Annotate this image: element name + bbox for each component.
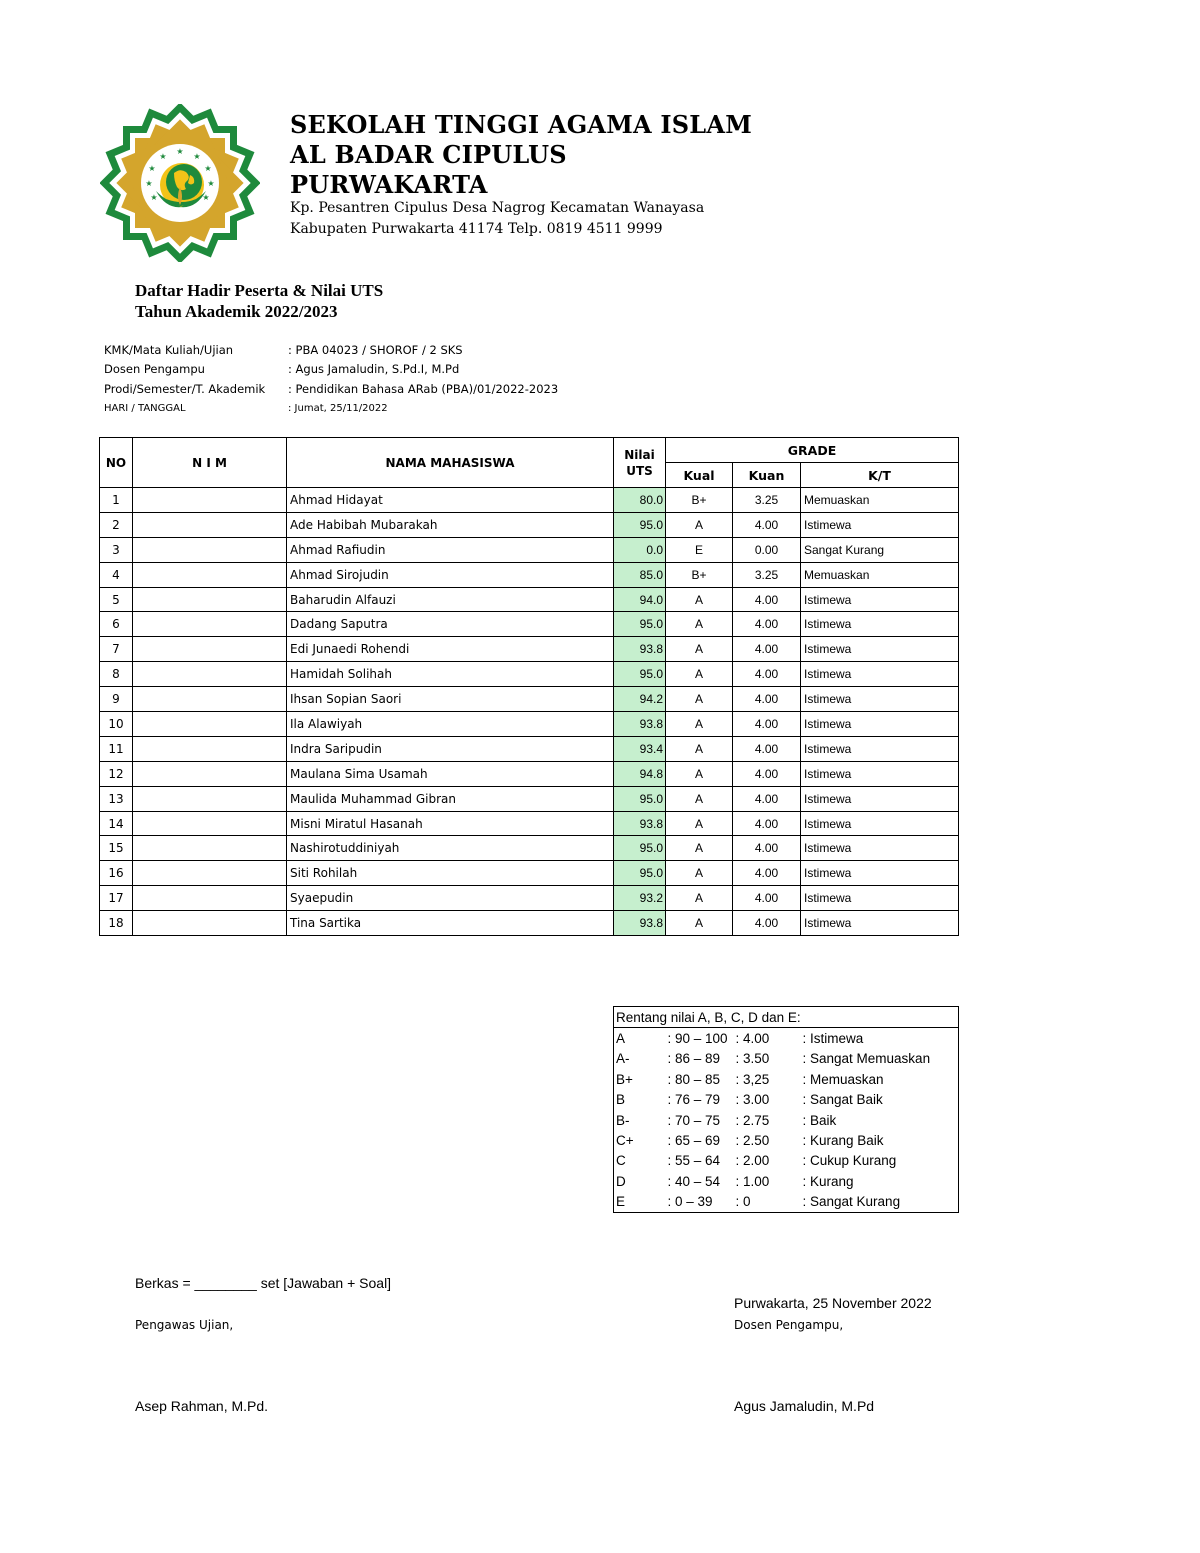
info-value-lecturer: : Agus Jamaludin, S.Pd.I, M.Pd (288, 362, 460, 376)
header-nilai-uts (614, 438, 666, 488)
place-date: Purwakarta, 25 November 2022 (734, 1295, 932, 1311)
cell-kuan: 4.00 (733, 712, 801, 737)
cell-nim (133, 488, 287, 513)
cell-nama: Ihsan Sopian Saori (287, 687, 614, 712)
institution-name-line3: PURWAKARTA (290, 170, 488, 199)
institution-logo (100, 104, 260, 262)
table-row (100, 836, 959, 861)
header-nilai-line2: UTS (626, 463, 653, 478)
cell-kual: A (666, 712, 733, 737)
legend-desc: : Sangat Kurang (802, 1194, 901, 1210)
table-row (100, 712, 959, 737)
table-row (100, 687, 959, 712)
info-value-course: : PBA 04023 / SHOROF / 2 SKS (288, 343, 463, 357)
cell-nilai: 93.8 (614, 637, 666, 662)
table-row (100, 811, 959, 836)
legend-range: : 80 – 85 (667, 1071, 721, 1087)
cell-nim (133, 662, 287, 687)
cell-kual: A (666, 512, 733, 537)
legend-range: : 65 – 69 (667, 1133, 721, 1149)
table-row (100, 861, 959, 886)
cell-nim (133, 761, 287, 786)
institution-name-line1: SEKOLAH TINGGI AGAMA ISLAM (290, 110, 752, 139)
cell-no: 11 (100, 736, 133, 761)
cell-nilai: 80.0 (614, 488, 666, 513)
table-row (100, 637, 959, 662)
cell-kual: A (666, 687, 733, 712)
cell-nim (133, 562, 287, 587)
document-title: Daftar Hadir Peserta & Nilai UTS (135, 281, 384, 300)
table-row (100, 587, 959, 612)
legend-grade: A (616, 1031, 626, 1047)
legend-desc: : Sangat Baik (802, 1092, 883, 1108)
cell-kuan: 4.00 (733, 612, 801, 637)
cell-nim (133, 612, 287, 637)
info-key-date: HARI / TANGGAL (104, 403, 186, 414)
cell-kt: Istimewa (801, 587, 959, 612)
cell-no: 1 (100, 488, 133, 513)
legend-grade: C+ (616, 1133, 634, 1149)
cell-nama: Baharudin Alfauzi (287, 587, 614, 612)
cell-kuan: 4.00 (733, 687, 801, 712)
cell-kuan: 3.25 (733, 562, 801, 587)
cell-kual: A (666, 612, 733, 637)
cell-nim (133, 512, 287, 537)
cell-kuan: 0.00 (733, 537, 801, 562)
header-nilai-line1: Nilai (624, 447, 655, 462)
cell-nim (133, 861, 287, 886)
legend-point: : 4.00 (735, 1031, 770, 1047)
cell-no: 2 (100, 512, 133, 537)
legend-row (614, 1028, 959, 1049)
cell-kual: A (666, 861, 733, 886)
cell-kt: Istimewa (801, 786, 959, 811)
cell-kual: B+ (666, 488, 733, 513)
header-kt: K/T (801, 463, 959, 488)
cell-nama: Ahmad Sirojudin (287, 562, 614, 587)
legend-desc: : Kurang (802, 1173, 854, 1189)
cell-kual: A (666, 637, 733, 662)
svg-text:★: ★ (193, 152, 201, 161)
cell-kt: Istimewa (801, 687, 959, 712)
cell-no: 8 (100, 662, 133, 687)
cell-kual: A (666, 761, 733, 786)
svg-text:★: ★ (145, 179, 153, 188)
cell-kt: Istimewa (801, 861, 959, 886)
cell-no: 15 (100, 836, 133, 861)
cell-nim (133, 712, 287, 737)
legend-range: : 70 – 75 (667, 1112, 721, 1128)
legend-desc: : Baik (802, 1112, 837, 1128)
table-row (100, 736, 959, 761)
cell-no: 16 (100, 861, 133, 886)
legend-row (614, 1049, 959, 1069)
info-value-date: : Jumat, 25/11/2022 (288, 403, 388, 414)
cell-kual: A (666, 736, 733, 761)
cell-no: 5 (100, 587, 133, 612)
cell-nim (133, 537, 287, 562)
cell-kt: Istimewa (801, 811, 959, 836)
table-row (100, 488, 959, 513)
cell-kt: Istimewa (801, 836, 959, 861)
cell-no: 12 (100, 761, 133, 786)
legend-range: : 76 – 79 (667, 1092, 721, 1108)
cell-kual: A (666, 662, 733, 687)
legend-point: : 3,25 (735, 1071, 770, 1087)
legend-row (614, 1130, 959, 1150)
svg-text:★: ★ (207, 179, 215, 188)
svg-text:★: ★ (176, 147, 184, 156)
cell-kual: E (666, 537, 733, 562)
cell-nama: Maulida Muhammad Gibran (287, 786, 614, 811)
cell-kuan: 4.00 (733, 886, 801, 911)
cell-kuan: 3.25 (733, 488, 801, 513)
cell-nilai: 95.0 (614, 836, 666, 861)
legend-range: : 86 – 89 (667, 1051, 721, 1067)
legend-desc: : Cukup Kurang (802, 1153, 897, 1169)
svg-text:★: ★ (159, 152, 167, 161)
cell-kuan: 4.00 (733, 736, 801, 761)
legend-grade: E (616, 1194, 626, 1210)
cell-nama: Hamidah Solihah (287, 662, 614, 687)
cell-nama: Ila Alawiyah (287, 712, 614, 737)
cell-nim (133, 736, 287, 761)
cell-kual: A (666, 836, 733, 861)
legend-range: : 55 – 64 (667, 1153, 721, 1169)
cell-nim (133, 886, 287, 911)
supervisor-role: Pengawas Ujian, (135, 1318, 234, 1332)
lecturer-name: Agus Jamaludin, M.Pd (734, 1398, 875, 1414)
cell-kt: Istimewa (801, 911, 959, 936)
cell-nim (133, 687, 287, 712)
header-nim: N I M (133, 438, 287, 488)
legend-title: Rentang nilai A, B, C, D dan E: (614, 1007, 959, 1028)
cell-kt: Istimewa (801, 612, 959, 637)
institution-name-line2: AL BADAR CIPULUS (290, 140, 567, 169)
cell-nama: Indra Saripudin (287, 736, 614, 761)
cell-kt: Istimewa (801, 736, 959, 761)
table-row (100, 612, 959, 637)
legend-point: : 2.75 (735, 1112, 770, 1128)
cell-nilai: 93.8 (614, 712, 666, 737)
legend-range: : 0 – 39 (667, 1194, 713, 1210)
info-key-lecturer: Dosen Pengampu (104, 362, 205, 376)
cell-kual: A (666, 811, 733, 836)
cell-kt: Memuaskan (801, 562, 959, 587)
legend-desc: : Sangat Memuaskan (802, 1051, 931, 1067)
cell-kt: Istimewa (801, 712, 959, 737)
cell-kt: Istimewa (801, 662, 959, 687)
header-kuan: Kuan (733, 463, 801, 488)
table-row (100, 537, 959, 562)
cell-nama: Siti Rohilah (287, 861, 614, 886)
attendance-grade-table (99, 437, 959, 936)
legend-grade: C (616, 1153, 626, 1169)
table-row (100, 512, 959, 537)
cell-no: 7 (100, 637, 133, 662)
legend-point: : 0 (735, 1194, 751, 1210)
cell-nama: Ahmad Rafiudin (287, 537, 614, 562)
cell-nilai: 95.0 (614, 786, 666, 811)
legend-desc: : Memuaskan (802, 1071, 884, 1087)
cell-nilai: 93.2 (614, 886, 666, 911)
legend-point: : 3.50 (735, 1051, 770, 1067)
svg-text:★: ★ (150, 193, 158, 202)
cell-nama: Syaepudin (287, 886, 614, 911)
cell-kuan: 4.00 (733, 587, 801, 612)
legend-row (614, 1069, 959, 1089)
table-row (100, 761, 959, 786)
cell-kuan: 4.00 (733, 836, 801, 861)
legend-row (614, 1110, 959, 1130)
header-kual: Kual (666, 463, 733, 488)
cell-nilai: 94.2 (614, 687, 666, 712)
legend-row (614, 1090, 959, 1110)
legend-grade: B (616, 1092, 626, 1108)
svg-text:★: ★ (148, 164, 156, 173)
cell-nama: Nashirotuddiniyah (287, 836, 614, 861)
cell-kuan: 4.00 (733, 786, 801, 811)
institution-address-line2: Kabupaten Purwakarta 41174 Telp. 0819 4511 9999 (290, 221, 663, 237)
cell-kt: Istimewa (801, 761, 959, 786)
cell-nama: Ahmad Hidayat (287, 488, 614, 513)
legend-range: : 40 – 54 (667, 1173, 721, 1189)
grade-range-legend (613, 1006, 959, 1213)
header-grade: GRADE (666, 438, 959, 463)
cell-nim (133, 587, 287, 612)
header-no: NO (100, 438, 133, 488)
cell-nilai: 94.0 (614, 587, 666, 612)
cell-nama: Tina Sartika (287, 911, 614, 936)
cell-kual: A (666, 587, 733, 612)
cell-nilai: 95.0 (614, 662, 666, 687)
svg-text:★: ★ (204, 164, 212, 173)
cell-no: 3 (100, 537, 133, 562)
legend-point: : 3.00 (735, 1092, 770, 1108)
cell-kuan: 4.00 (733, 911, 801, 936)
legend-row (614, 1171, 959, 1191)
legend-desc: : Istimewa (802, 1031, 864, 1047)
table-row (100, 786, 959, 811)
cell-nilai: 94.8 (614, 761, 666, 786)
svg-text:★: ★ (202, 193, 210, 202)
cell-nim (133, 786, 287, 811)
cell-no: 10 (100, 712, 133, 737)
cell-nama: Maulana Sima Usamah (287, 761, 614, 786)
cell-no: 17 (100, 886, 133, 911)
legend-desc: : Kurang Baik (802, 1133, 884, 1149)
cell-kt: Istimewa (801, 637, 959, 662)
institution-address-line1: Kp. Pesantren Cipulus Desa Nagrog Kecamatan Wanayasa (290, 200, 705, 216)
cell-kuan: 4.00 (733, 512, 801, 537)
cell-nilai: 93.8 (614, 811, 666, 836)
info-key-course: KMK/Mata Kuliah/Ujian (104, 343, 234, 357)
cell-nilai: 0.0 (614, 537, 666, 562)
cell-nim (133, 811, 287, 836)
cell-kt: Sangat Kurang (801, 537, 959, 562)
cell-no: 18 (100, 911, 133, 936)
legend-grade: B- (616, 1112, 630, 1128)
cell-nama: Dadang Saputra (287, 612, 614, 637)
cell-nilai: 93.8 (614, 911, 666, 936)
cell-kual: A (666, 786, 733, 811)
cell-nama: Ade Habibah Mubarakah (287, 512, 614, 537)
table-row (100, 886, 959, 911)
table-row (100, 911, 959, 936)
cell-nim (133, 836, 287, 861)
cell-kual: B+ (666, 562, 733, 587)
cell-nilai: 95.0 (614, 612, 666, 637)
cell-nim (133, 637, 287, 662)
cell-kt: Istimewa (801, 512, 959, 537)
legend-grade: B+ (616, 1071, 633, 1087)
table-row (100, 662, 959, 687)
cell-nilai: 85.0 (614, 562, 666, 587)
berkas-note: Berkas = ________ set [Jawaban + Soal] (135, 1275, 392, 1291)
info-value-program: : Pendidikan Bahasa ARab (PBA)/01/2022-2023 (288, 382, 559, 396)
cell-kuan: 4.00 (733, 861, 801, 886)
table-row (100, 562, 959, 587)
cell-nilai: 93.4 (614, 736, 666, 761)
info-key-program: Prodi/Semester/T. Akademik (104, 382, 266, 396)
cell-kuan: 4.00 (733, 811, 801, 836)
cell-kual: A (666, 911, 733, 936)
cell-kt: Memuaskan (801, 488, 959, 513)
cell-kuan: 4.00 (733, 662, 801, 687)
cell-no: 4 (100, 562, 133, 587)
lecturer-role: Dosen Pengampu, (734, 1318, 844, 1332)
legend-grade: D (616, 1173, 626, 1189)
header-nama: NAMA MAHASISWA (287, 438, 614, 488)
cell-no: 6 (100, 612, 133, 637)
legend-point: : 2.00 (735, 1153, 770, 1169)
supervisor-name: Asep Rahman, M.Pd. (135, 1398, 269, 1414)
cell-no: 13 (100, 786, 133, 811)
cell-kt: Istimewa (801, 886, 959, 911)
cell-kuan: 4.00 (733, 637, 801, 662)
cell-nim (133, 911, 287, 936)
legend-range: : 90 – 100 (667, 1031, 728, 1047)
legend-grade: A- (616, 1051, 630, 1067)
cell-nama: Edi Junaedi Rohendi (287, 637, 614, 662)
legend-point: : 1.00 (735, 1173, 770, 1189)
cell-nama: Misni Miratul Hasanah (287, 811, 614, 836)
legend-row (614, 1192, 959, 1213)
legend-point: : 2.50 (735, 1133, 770, 1149)
cell-no: 9 (100, 687, 133, 712)
cell-nilai: 95.0 (614, 861, 666, 886)
legend-row (614, 1151, 959, 1171)
cell-kuan: 4.00 (733, 761, 801, 786)
cell-no: 14 (100, 811, 133, 836)
cell-nilai: 95.0 (614, 512, 666, 537)
cell-kual: A (666, 886, 733, 911)
academic-year: Tahun Akademik 2022/2023 (135, 302, 338, 321)
